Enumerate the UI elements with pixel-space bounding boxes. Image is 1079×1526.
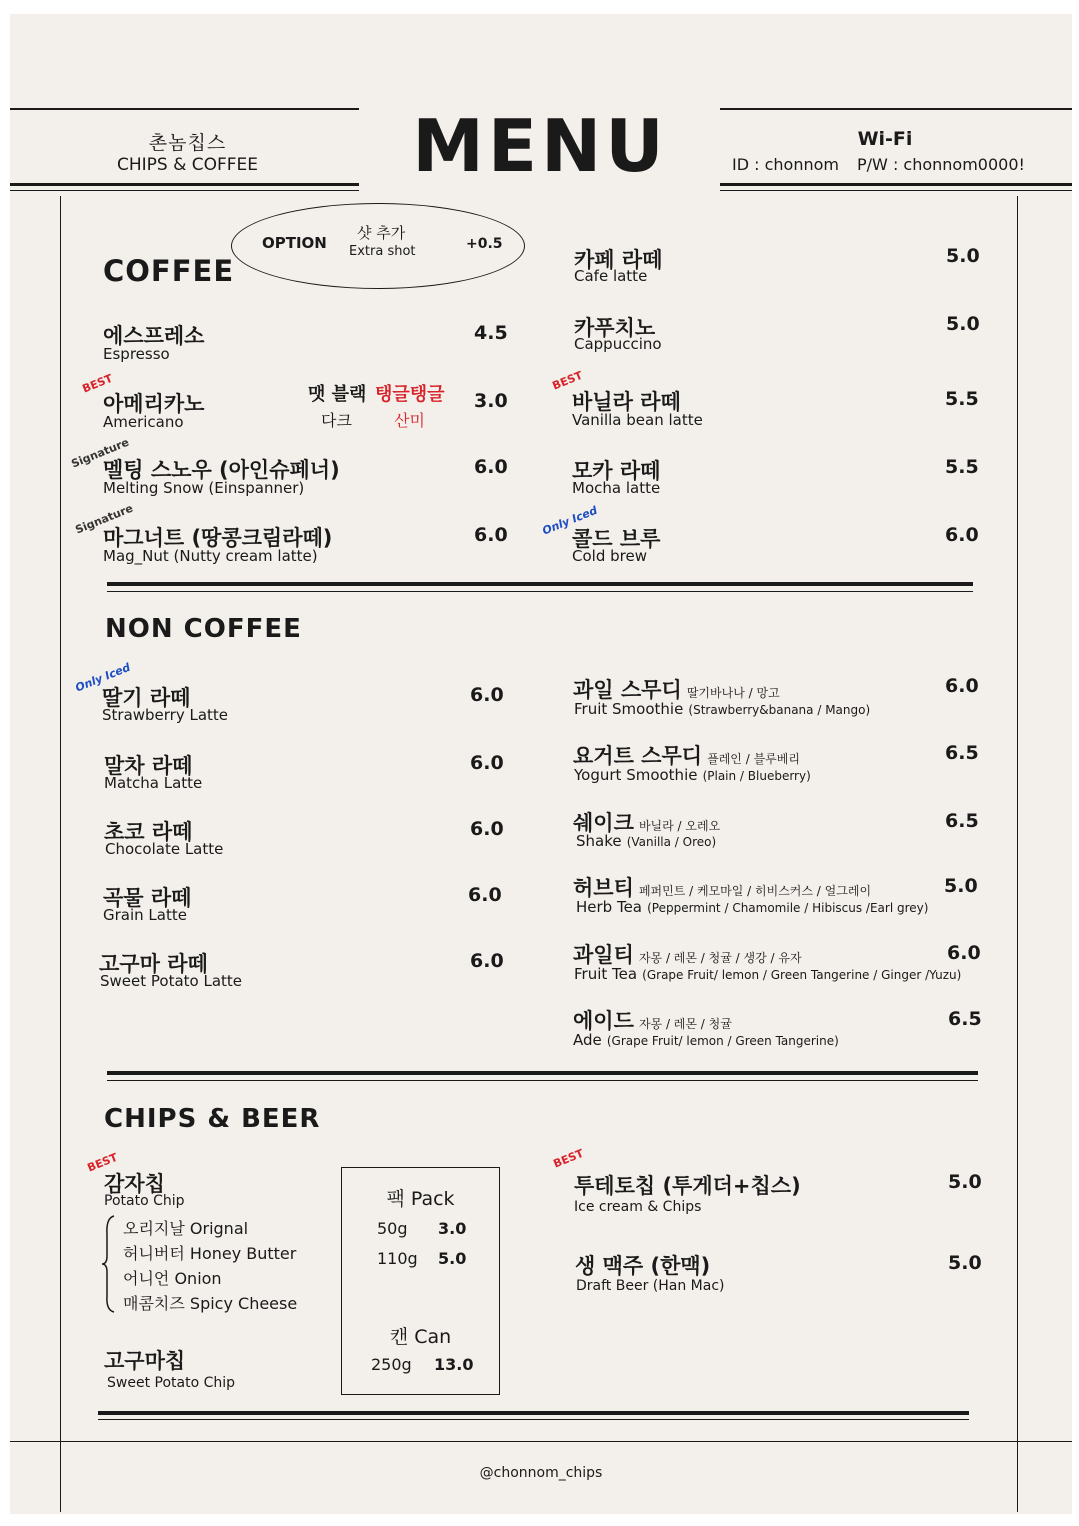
best-badge: BEST xyxy=(85,1150,120,1175)
menu-item-name-en: Vanilla bean latte xyxy=(572,411,703,429)
menu-item-name: 마그너트 (땅콩크림라떼) xyxy=(103,526,333,550)
menu-item-name: 딸기 라떼 xyxy=(102,686,191,710)
best-badge: BEST xyxy=(80,371,115,396)
menu-item-price: 6.0 xyxy=(945,524,979,546)
menu-item-name: 과일티 xyxy=(573,943,634,967)
menu-item-options-ko: 자몽 / 레몬 / 청귤 xyxy=(638,1017,732,1031)
flavor-item: 허니버터 Honey Butter xyxy=(123,1244,297,1263)
menu-item-price: 6.0 xyxy=(468,884,502,906)
can-size: 250g xyxy=(371,1355,412,1374)
menu-item-row-en xyxy=(576,897,928,916)
menu-item-name: 멜팅 스노우 (아인슈페너) xyxy=(103,458,340,482)
menu-item-name-en: Cold brew xyxy=(572,547,647,565)
menu-item-name-en: Sweet Potato Latte xyxy=(100,972,243,990)
menu-item-price: 6.0 xyxy=(470,684,504,706)
menu-item-options-en: (Peppermint / Chamomile / Hibiscus /Earl grey) xyxy=(647,901,929,915)
page-title: MENU xyxy=(412,104,668,188)
menu-item-name: 쉐이크 xyxy=(573,811,634,835)
menu-item-options-ko: 자몽 / 레몬 / 청귤 / 생강 / 유자 xyxy=(638,951,802,965)
menu-item-options-en: (Plain / Blueberry) xyxy=(702,769,811,783)
bean-option-a-note: 다크 xyxy=(321,411,352,430)
menu-item-name-en: Yogurt Smoothie xyxy=(574,766,698,784)
header-rule xyxy=(720,108,1072,110)
social-handle: @chonnom_chips xyxy=(479,1465,603,1481)
option-name-ko: 샷 추가 xyxy=(357,224,406,242)
section-divider xyxy=(107,1080,978,1081)
section-chips-beer-title: CHIPS & BEER xyxy=(104,1104,321,1134)
menu-item-price: 5.5 xyxy=(945,388,979,410)
menu-item-name: 과일 스무디 xyxy=(573,678,682,702)
menu-item-options-en: (Strawberry&banana / Mango) xyxy=(688,703,871,717)
can-price: 13.0 xyxy=(434,1355,474,1374)
menu-item-options-ko: 플레인 / 블루베리 xyxy=(707,752,800,766)
menu-item-name-en: Shake xyxy=(576,832,622,850)
menu-item-name: 모카 라떼 xyxy=(572,459,661,483)
header-rule xyxy=(10,190,359,191)
shop-name-en: CHIPS & COFFEE xyxy=(116,155,259,175)
menu-item-price: 5.0 xyxy=(944,875,978,897)
menu-item-name-en: Herb Tea xyxy=(576,898,642,916)
wifi-password: P/W : chonnom0000! xyxy=(857,155,1025,174)
menu-item-name: 고구마 라떼 xyxy=(99,952,208,976)
menu-item-name: 요거트 스무디 xyxy=(573,744,703,768)
section-divider xyxy=(98,1419,969,1420)
menu-item-name: 허브티 xyxy=(573,876,634,900)
menu-item-name-en: Cafe latte xyxy=(574,267,648,285)
menu-item-name: 고구마칩 xyxy=(104,1349,186,1373)
menu-item-price: 6.0 xyxy=(470,752,504,774)
menu-item-name: 아메리카노 xyxy=(103,392,205,416)
section-coffee-title: COFFEE xyxy=(103,254,235,288)
pack-price: 3.0 xyxy=(438,1219,467,1238)
section-divider xyxy=(107,591,973,592)
option-name-en: Extra shot xyxy=(349,244,416,259)
menu-item-row-en xyxy=(574,964,961,983)
menu-item-price: 6.5 xyxy=(948,1008,982,1030)
menu-item-price: 5.5 xyxy=(945,456,979,478)
menu-item-name-en: Americano xyxy=(103,413,184,431)
pack-price: 5.0 xyxy=(438,1249,467,1268)
header-rule xyxy=(720,190,1072,191)
menu-item-name: 감자칩 xyxy=(104,1172,165,1196)
menu-item-row-en xyxy=(573,1030,839,1049)
menu-item-name-en: Draft Beer (Han Mac) xyxy=(576,1278,725,1294)
header-rule xyxy=(720,183,1072,186)
menu-item-name: 카푸치노 xyxy=(574,316,656,340)
menu-item-name-en: Grain Latte xyxy=(103,906,187,924)
menu-item-price: 5.0 xyxy=(948,1252,982,1274)
shop-name-ko: 촌놈칩스 xyxy=(148,132,227,154)
menu-item-row-en xyxy=(576,831,716,850)
menu-item-price: 4.5 xyxy=(474,322,508,344)
menu-item-name: 말차 라떼 xyxy=(104,754,193,778)
header-rule xyxy=(10,183,359,186)
frame-left-line xyxy=(60,196,61,1512)
menu-item-name-en: Cappuccino xyxy=(574,335,662,353)
menu-item-price: 6.5 xyxy=(945,810,979,832)
menu-item-name: 에이드 xyxy=(573,1009,634,1033)
menu-item-price: 5.0 xyxy=(946,245,980,267)
signature-badge: Signature xyxy=(69,435,131,471)
menu-item-row-en xyxy=(574,765,811,784)
only-iced-badge: Only Iced xyxy=(540,503,600,538)
bean-option-b-note: 산미 xyxy=(394,411,425,430)
menu-item-price: 6.5 xyxy=(945,742,979,764)
section-divider xyxy=(107,582,973,586)
menu-item-options-en: (Vanilla / Oreo) xyxy=(626,835,717,849)
menu-item-name: 초코 라떼 xyxy=(104,820,193,844)
flavor-brace xyxy=(100,1214,120,1314)
menu-item-options-en: (Grape Fruit/ lemon / Green Tangerine / Ginger /Yuzu) xyxy=(642,968,962,982)
bean-option-b: 탱글탱글 xyxy=(375,384,445,405)
bean-option-a: 맷 블랙 xyxy=(308,384,367,405)
menu-item-name-en: Espresso xyxy=(103,345,170,363)
menu-item-name: 에스프레소 xyxy=(103,324,205,348)
menu-item-options-ko: 바닐라 / 오레오 xyxy=(638,819,721,833)
section-divider xyxy=(98,1411,969,1415)
only-iced-badge: Only Iced xyxy=(73,660,133,695)
section-non-coffee-title: NON COFFEE xyxy=(105,614,302,644)
flavor-item: 매콤치즈 Spicy Cheese xyxy=(123,1294,298,1313)
menu-item-name-en: Potato Chip xyxy=(104,1193,185,1209)
menu-item-name: 바닐라 라떼 xyxy=(572,390,681,414)
header-rule xyxy=(10,108,359,110)
menu-item-price: 5.0 xyxy=(946,313,980,335)
menu-item-name-en: Fruit Smoothie xyxy=(574,700,684,718)
menu-item-name: 콜드 브루 xyxy=(572,527,661,551)
menu-item-price: 6.0 xyxy=(474,524,508,546)
pack-title: 팩 Pack xyxy=(386,1188,455,1210)
menu-item-row-en xyxy=(574,699,870,718)
menu-item-price: 6.0 xyxy=(470,818,504,840)
menu-item-price: 5.0 xyxy=(948,1171,982,1193)
menu-item-price: 6.0 xyxy=(947,942,981,964)
section-divider xyxy=(107,1071,978,1075)
menu-item-name: 생 맥주 (한맥) xyxy=(575,1254,711,1278)
pack-size: 50g xyxy=(377,1219,408,1238)
flavor-item: 어니언 Onion xyxy=(123,1269,222,1288)
footer-rule xyxy=(10,1441,1072,1442)
menu-item-name: 카페 라떼 xyxy=(574,248,663,272)
menu-item-name-en: Sweet Potato Chip xyxy=(107,1375,236,1391)
menu-item-options-en: (Grape Fruit/ lemon / Green Tangerine) xyxy=(606,1034,839,1048)
menu-item-name: 투테토칩 (투게더+칩스) xyxy=(574,1174,801,1198)
can-title: 캔 Can xyxy=(389,1326,452,1348)
flavor-item: 오리지날 Orignal xyxy=(123,1219,249,1238)
menu-item-price: 3.0 xyxy=(474,390,508,412)
menu-item-name-en: Ade xyxy=(573,1031,602,1049)
menu-item-name-en: Mocha latte xyxy=(572,479,661,497)
pack-size: 110g xyxy=(377,1249,418,1268)
menu-item-price: 6.0 xyxy=(470,950,504,972)
frame-right-line xyxy=(1017,196,1018,1512)
menu-item-name: 곡물 라떼 xyxy=(103,886,192,910)
menu-item-options-ko: 페퍼민트 / 케모마일 / 히비스커스 / 얼그레이 xyxy=(638,884,872,898)
menu-item-name-en: Melting Snow (Einspanner) xyxy=(103,479,305,497)
best-badge: BEST xyxy=(551,1146,586,1171)
menu-item-price: 6.0 xyxy=(474,456,508,478)
menu-item-name-en: Fruit Tea xyxy=(574,965,638,983)
menu-item-price: 6.0 xyxy=(945,675,979,697)
menu-item-name-en: Strawberry Latte xyxy=(102,706,229,724)
best-badge: BEST xyxy=(550,368,585,393)
menu-item-name-en: Ice cream & Chips xyxy=(574,1199,702,1215)
option-price: +0.5 xyxy=(466,236,503,252)
signature-badge: Signature xyxy=(73,501,135,537)
menu-item-name-en: Chocolate Latte xyxy=(105,840,224,858)
wifi-id: ID : chonnom xyxy=(732,155,839,174)
menu-item-name-en: Matcha Latte xyxy=(104,774,203,792)
menu-item-options-ko: 딸기바나나 / 망고 xyxy=(686,686,780,700)
menu-item-name-en: Mag_Nut (Nutty cream latte) xyxy=(103,547,318,565)
option-label: OPTION xyxy=(262,234,327,252)
wifi-label: Wi-Fi xyxy=(857,128,913,150)
